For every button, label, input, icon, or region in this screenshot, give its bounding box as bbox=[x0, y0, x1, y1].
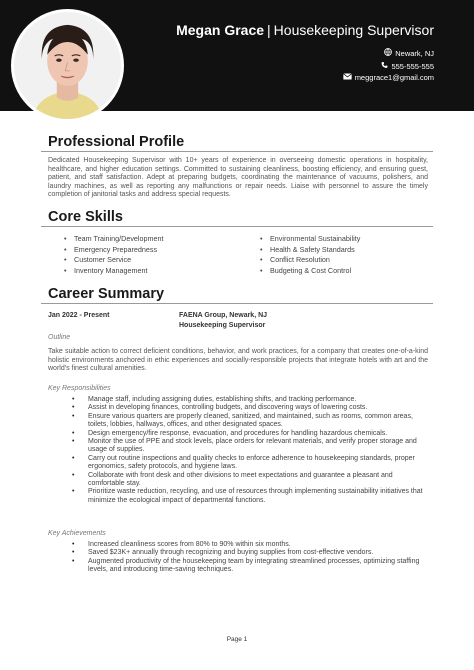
skill-item: • Budgeting & Cost Control bbox=[260, 266, 360, 277]
achievement-item: • Saved $23K+ annually through recognizing and buying supplies from cost-effective vendors. bbox=[88, 549, 428, 557]
skill-item: • Health & Safety Standards bbox=[260, 245, 360, 256]
responsibility-item: • Collaborate with front desk and other divisions to meet expectations and guarantee a pleasant and comfortable stay. bbox=[88, 472, 428, 489]
email-link[interactable]: meggrace1@gmail.com bbox=[354, 73, 434, 82]
contact-phone bbox=[381, 61, 434, 71]
achievement-item: • Increased cleanliness scores from 80% to 90% within six months. bbox=[88, 541, 428, 549]
page-number: Page 1 bbox=[226, 636, 248, 643]
job-dates: Jan 2022 - Present bbox=[48, 312, 110, 319]
job-outline: Take suitable action to correct deficient conditions, behavior, and work practices, for a company that creates one-of-a-kind holistic environments anchored in ethic experiences and socially-responsible projects that integrate hotels with art and the world's finest cultural amenities. bbox=[48, 348, 428, 373]
name-separator: | bbox=[267, 22, 271, 38]
skill-item: • Conflict Resolution bbox=[260, 255, 360, 266]
responsibility-item: • Manage staff, including assigning duties, establishing shifts, and tracking performance. bbox=[88, 396, 428, 404]
job-position: Housekeeping Supervisor bbox=[179, 322, 266, 329]
career-divider bbox=[41, 303, 433, 304]
phone-text: 555-555-555 bbox=[391, 61, 434, 71]
phone-icon bbox=[381, 61, 388, 71]
skills-heading: Core Skills bbox=[48, 209, 123, 225]
responsibilities-list bbox=[88, 396, 428, 505]
candidate-name: Megan Grace bbox=[176, 22, 265, 38]
responsibility-item: • Monitor the use of PPE and stock levels, place orders for relevant materials, and verify proper storage and usage of supplies. bbox=[88, 438, 428, 455]
skills-list-right bbox=[260, 234, 360, 276]
contact-email[interactable] bbox=[343, 73, 434, 82]
profile-photo bbox=[11, 9, 124, 122]
contact-location bbox=[384, 48, 434, 58]
profile-photo-graphic bbox=[14, 12, 121, 119]
responsibilities-label: Key Responsibilities bbox=[48, 385, 111, 392]
achievements-list bbox=[88, 541, 428, 575]
responsibility-item: • Assist in developing finances, controlling budgets, and discovering ways of lowering costs. bbox=[88, 404, 428, 412]
responsibility-item: • Carry out routine inspections and quality checks to enforce adherence to housekeeping standards, proper ergonomics, safety protocols, and hygiene laws. bbox=[88, 455, 428, 472]
responsibility-item: • Design emergency/fire response, evacuation, and procedures for handling hazardous chemicals. bbox=[88, 430, 428, 438]
location-text: Newark, NJ bbox=[395, 48, 434, 58]
profile-heading: Professional Profile bbox=[48, 134, 185, 150]
achievements-label: Key Achievements bbox=[48, 530, 106, 537]
skill-item: • Customer Service bbox=[64, 255, 164, 266]
envelope-icon bbox=[343, 73, 352, 82]
responsibility-item: • Ensure various quarters are properly cleaned, sanitized, and maintained, such as rooms, common areas, toilets, lobbies, hallways, offices, and other designated spaces. bbox=[88, 413, 428, 430]
candidate-title: Housekeeping Supervisor bbox=[273, 22, 434, 38]
skills-divider bbox=[41, 226, 433, 227]
responsibility-item: • Prioritize waste reduction, recycling, and use of resources through implementing sustainability initiatives that minimize the ecological impact of departmental functions. bbox=[88, 488, 428, 505]
skill-item: • Team Training/Development bbox=[64, 234, 164, 245]
profile-summary: Dedicated Housekeeping Supervisor with 10+ years of experience in overseeing domestic operations in hospitality, healthcare, and higher education settings. Committed to sustaining cleanliness, boosting efficiency, and ensuring guest, patient, and staff satisfaction. Adept at preparing budgets, coordinating the maintenance of vacuums, polishers, and laundry machines, as well as reporting any malfunctions or repair needs. Liaise with personnel to assure the timely completion of janitorial tasks and address special requests. bbox=[48, 157, 428, 199]
skill-item: • Emergency Preparedness bbox=[64, 245, 164, 256]
career-heading: Career Summary bbox=[48, 286, 165, 302]
job-company: FAENA Group, Newark, NJ bbox=[179, 312, 268, 319]
skill-item: • Environmental Sustainability bbox=[260, 234, 360, 245]
name-title-line bbox=[176, 22, 434, 38]
achievement-item: • Augmented productivity of the housekeeping team by integrating streamlined processes, optimizing staffing levels, and introducing time-saving techniques. bbox=[88, 558, 428, 575]
outline-label: Outline bbox=[48, 334, 71, 341]
globe-icon bbox=[384, 48, 392, 58]
skills-list-left bbox=[64, 234, 164, 276]
skill-item: • Inventory Management bbox=[64, 266, 164, 277]
profile-divider bbox=[41, 151, 433, 152]
